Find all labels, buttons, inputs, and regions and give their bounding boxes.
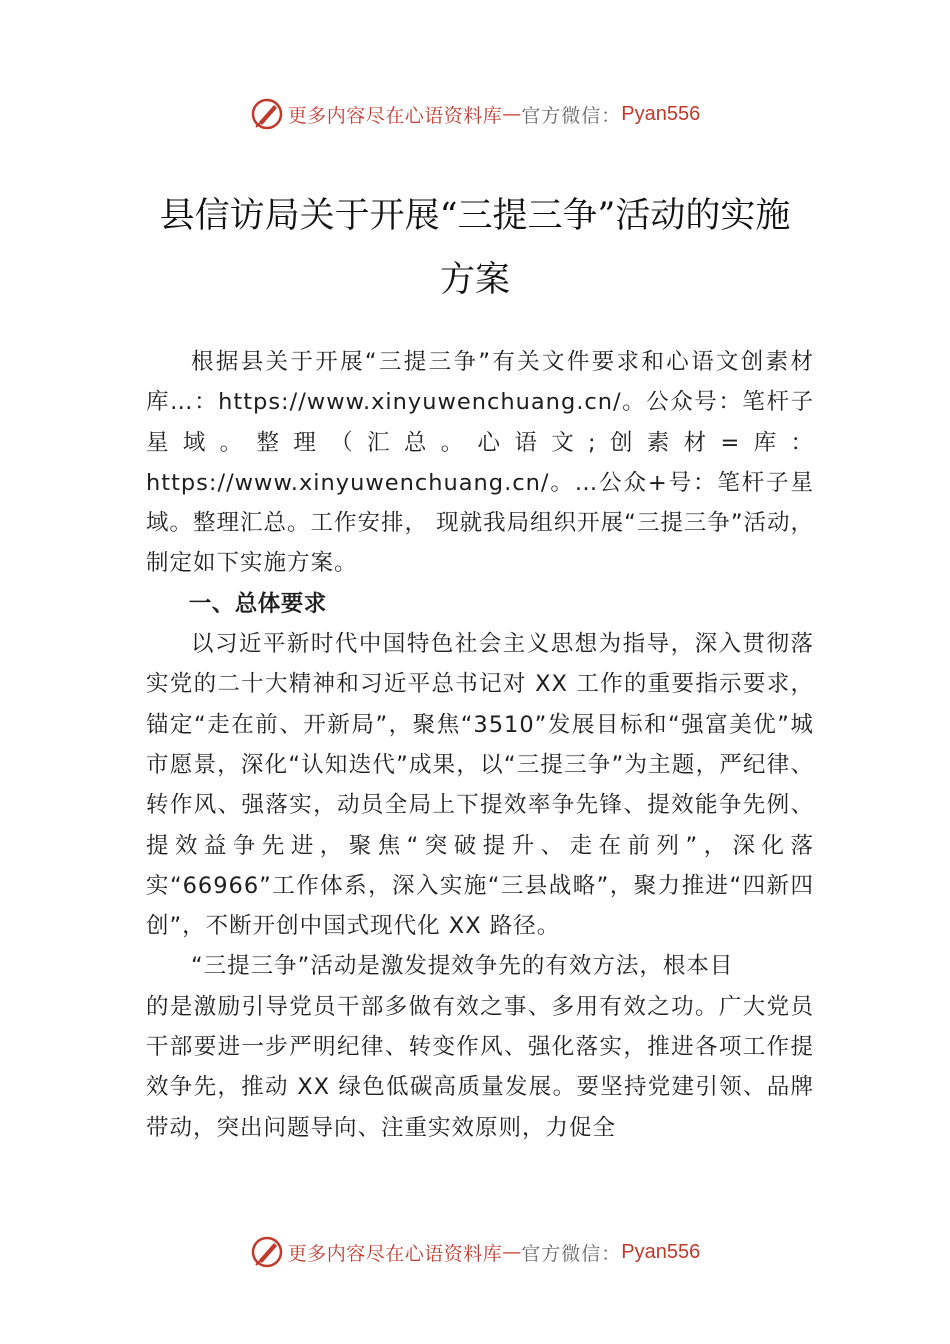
pen-logo-icon (250, 97, 284, 131)
watermark-dash: — (502, 103, 522, 125)
document-title (120, 184, 830, 312)
pen-logo-icon (250, 1235, 284, 1269)
title-line-1: 县信访局关于开展“三提三争”活动的实施 (159, 196, 791, 236)
paragraph-activity-purpose-rest: 的是激励引导党员干部多做有效之事、多用有效之功。广大党员干部要进一步严明纪律、转变作风、强化落实，推进各项工作提效争先，推动 XX 绿色低碳高质量发展。要坚持党建引领、品牌带动，突出问题导向、注重实效原则，力促全 (146, 993, 814, 1141)
watermark-label: 官方微信： (521, 1242, 622, 1265)
watermark-site-text: 更多内容尽在心语资料库 (287, 1242, 503, 1265)
title-line-2: 方案 (439, 260, 510, 300)
watermark-label: 官方微信： (521, 104, 622, 127)
watermark-banner-bottom (0, 1232, 950, 1272)
watermark-wechat-id: Pyan556 (621, 102, 701, 125)
watermark-dash: — (502, 1241, 522, 1263)
paragraph-intro: 根据县关于开展“三提三争”有关文件要求和心语文创素材库…：https://www.xinyuwenchuang.cn/。公众号：笔杆子星域。整理（汇总。心语文;创素材=库：https://www.xinyuwenchuang.cn/。…公众+号：笔杆子星域。整理汇总。工作安排， 现就我局组织开展“三提三争”活动，制定如下实施方案。 (146, 349, 814, 577)
paragraph-activity-purpose-line1: “三提三争”活动是激发提效争先的有效方法，根本目 (191, 953, 734, 980)
watermark-site-text: 更多内容尽在心语资料库 (287, 104, 503, 127)
watermark-banner-top (0, 94, 950, 134)
paragraph-general-requirements: 以习近平新时代中国特色社会主义思想为指导，深入贯彻落实党的二十大精神和习近平总书记对 XX 工作的重要指示要求，锚定“走在前、开新局”，聚焦“3510”发展目标和“强富美优”城市愿景，深化“认知迭代”成果，以“三提三争”为主题，严纪律、转作风、强落实，动员全局上下提效率争先锋、提效能争先例、提效益争先进，聚焦“突破提升、走在前列”，深化落实“66966”工作体系，深入实施“三县战略”，聚力推进“四新四创”，不断开创中国式现代化 XX 路径。 (146, 631, 814, 940)
section-heading-1: 一、总体要求 (188, 590, 327, 617)
watermark-wechat-id: Pyan556 (621, 1240, 701, 1263)
document-body (146, 342, 814, 1148)
